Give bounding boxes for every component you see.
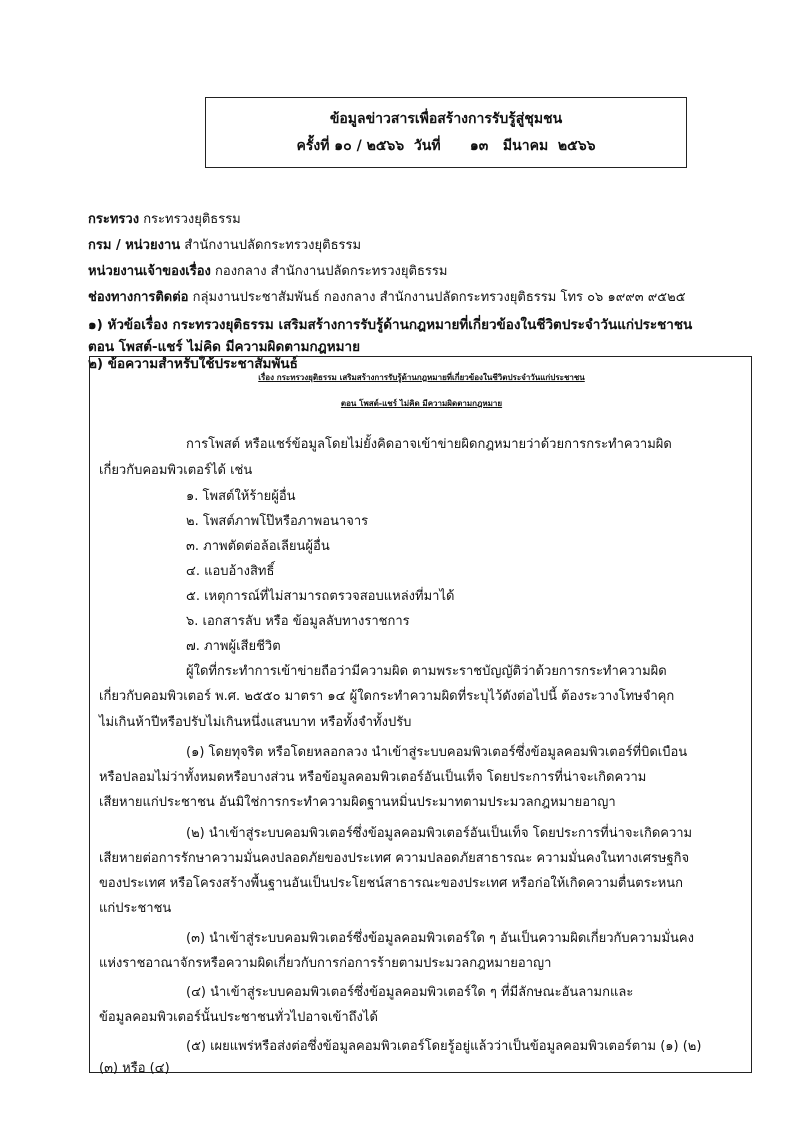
owner-row xyxy=(88,260,447,281)
clause-1-line-3: เสียหายแก่ประชาชน อันมิใช่การกระทำความผิดฐานหมิ่นประมาทตามประมวลกฎหมายอาญา xyxy=(99,795,616,810)
clause-5-line-1: (๕) เผยแพร่หรือส่งต่อซึ่งข้อมูลคอมพิวเตอร์โดยรู้อยู่แล้วว่าเป็นข้อมูลคอมพิวเตอร์ตาม (๑) (๒) xyxy=(186,1039,702,1054)
ministry-value: กระทรวงยุติธรรม xyxy=(143,212,241,227)
box-heading-1: เรื่อง กระทรวงยุติธรรม เสริมสร้างการรับรู้ด้านกฎหมายที่เกี่ยวข้องในชีวิตประจำวันแก่ประชาชน xyxy=(258,373,585,382)
law-line-2: เกี่ยวกับคอมพิวเตอร์ พ.ศ. ๒๕๕๐ มาตรา ๑๔ ผู้ใดกระทำความผิดที่ระบุไว้ดังต่อไปนี้ ต้องระวางโทษจำคุก xyxy=(99,689,675,704)
contact-value: กลุ่มงานประชาสัมพันธ์ กองกลาง สำนักงานปลัดกระทรวงยุติธรรม โทร ๐๖ ๑๙๙๓ ๙๕๒๕ xyxy=(192,290,686,305)
owner-label: หน่วยงานเจ้าของเรื่อง xyxy=(88,264,211,279)
clause-4-line-2: ข้อมูลคอมพิวเตอร์นั้นประชาชนทั่วไปอาจเข้าถึงได้ xyxy=(99,1010,378,1025)
title-box xyxy=(205,97,687,168)
clause-5-line-2: (๓) หรือ (๔) xyxy=(99,1061,170,1076)
document-title: ข้อมูลข่าวสารเพื่อสร้างการรับรู้สู่ชุมชน xyxy=(329,111,563,127)
clause-2-line-2: เสียหายต่อการรักษาความมั่นคงปลอดภัยของประเทศ ความปลอดภัยสาธารณะ ความมั่นคงในทางเศรษฐกิจ xyxy=(99,851,690,866)
list-item: ๕. เหตุการณ์ที่ไม่สามารถตรวจสอบแหล่งที่มาได้ xyxy=(186,589,455,604)
intro-line-1: การโพสต์ หรือแชร์ข้อมูลโดยไม่ยั้งคิดอาจเข้าข่ายผิดกฎหมายว่าด้วยการกระทำความผิด xyxy=(186,437,672,452)
list-item: ๗. ภาพผู้เสียชีวิต xyxy=(186,639,281,654)
clause-1-line-2: หรือปลอมไม่ว่าทั้งหมดหรือบางส่วน หรือข้อมูลคอมพิวเตอร์อันเป็นเท็จ โดยประการที่น่าจะเกิดความ xyxy=(99,770,647,785)
clause-3-line-2: แห่งราชอาณาจักรหรือความผิดเกี่ยวกับการก่อการร้ายตามประมวลกฎหมายอาญา xyxy=(99,956,552,971)
law-line-1: ผู้ใดที่กระทำการเข้าข่ายถือว่ามีความผิด ตามพระราชบัญญัติว่าด้วยการกระทำความผิด xyxy=(186,664,667,679)
clause-2-line-4: แก่ประชาชน xyxy=(99,901,172,916)
section-1-subheading: ตอน โพสต์-แชร์ ไม่คิด มีความผิดตามกฎหมาย xyxy=(88,339,361,355)
intro-line-2: เกี่ยวกับคอมพิวเตอร์ได้ เช่น xyxy=(99,463,253,478)
clause-3-line-1: (๓) นำเข้าสู่ระบบคอมพิวเตอร์ซึ่งข้อมูลคอมพิวเตอร์ใด ๆ อันเป็นความผิดเกี่ยวกับความมั่นคง xyxy=(186,931,694,946)
ministry-label: กระทรวง xyxy=(88,212,140,227)
pr-message-box xyxy=(89,356,752,1076)
dept-row xyxy=(88,234,361,255)
law-line-3: ไม่เกินห้าปีหรือปรับไม่เกินหนึ่งแสนบาท หรือทั้งจำทั้งปรับ xyxy=(99,715,412,730)
ministry-row xyxy=(88,208,241,229)
list-item: ๑. โพสต์ให้ร้ายผู้อื่น xyxy=(186,489,296,504)
clause-1-line-1: (๑) โดยทุจริต หรือโดยหลอกลวง นำเข้าสู่ระบบคอมพิวเตอร์ซึ่งข้อมูลคอมพิวเตอร์ที่บิดเบือน xyxy=(186,745,688,760)
list-item: ๓. ภาพตัดต่อล้อเลียนผู้อื่น xyxy=(186,539,330,554)
clause-4-line-1: (๔) นำเข้าสู่ระบบคอมพิวเตอร์ซึ่งข้อมูลคอมพิวเตอร์ใด ๆ ที่มีลักษณะอันลามกและ xyxy=(186,985,634,1000)
clause-2-line-1: (๒) นำเข้าสู่ระบบคอมพิวเตอร์ซึ่งข้อมูลคอมพิวเตอร์อันเป็นเท็จ โดยประการที่น่าจะเกิดความ xyxy=(186,826,693,841)
contact-row xyxy=(88,286,686,307)
dept-label: กรม / หน่วยงาน xyxy=(88,238,181,253)
owner-value: กองกลาง สำนักงานปลัดกระทรวงยุติธรรม xyxy=(215,264,448,279)
section-2-heading: ๒) ข้อความสำหรับใช้ประชาสัมพันธ์ xyxy=(88,356,298,372)
clause-2-line-3: ของประเทศ หรือโครงสร้างพื้นฐานอันเป็นประโยชน์สาธารณะของประเทศ หรือก่อให้เกิดความตื่นตระหนก xyxy=(99,876,683,891)
contact-label: ช่องทางการติดต่อ xyxy=(88,290,189,305)
section-1-heading: ๑) หัวข้อเรื่อง กระทรวงยุติธรรม เสริมสร้างการรับรู้ด้านกฎหมายที่เกี่ยวข้องในชีวิตประจำวันแก่ประชาชน xyxy=(88,317,693,333)
issue-line: ครั้งที่ ๑๐ / ๒๕๖๖ วันที่ ๑๓ มีนาคม ๒๕๖๖ xyxy=(296,138,596,154)
list-item: ๒. โพสต์ภาพโป๊หรือภาพอนาจาร xyxy=(186,514,369,529)
list-item: ๔. แอบอ้างสิทธิ์ xyxy=(186,564,275,579)
dept-value: สำนักงานปลัดกระทรวงยุติธรรม xyxy=(184,238,362,253)
list-item: ๖. เอกสารลับ หรือ ข้อมูลลับทางราชการ xyxy=(186,614,410,629)
box-heading-2: ตอน โพสต์-แชร์ ไม่คิด มีความผิดตามกฎหมาย xyxy=(340,399,503,408)
